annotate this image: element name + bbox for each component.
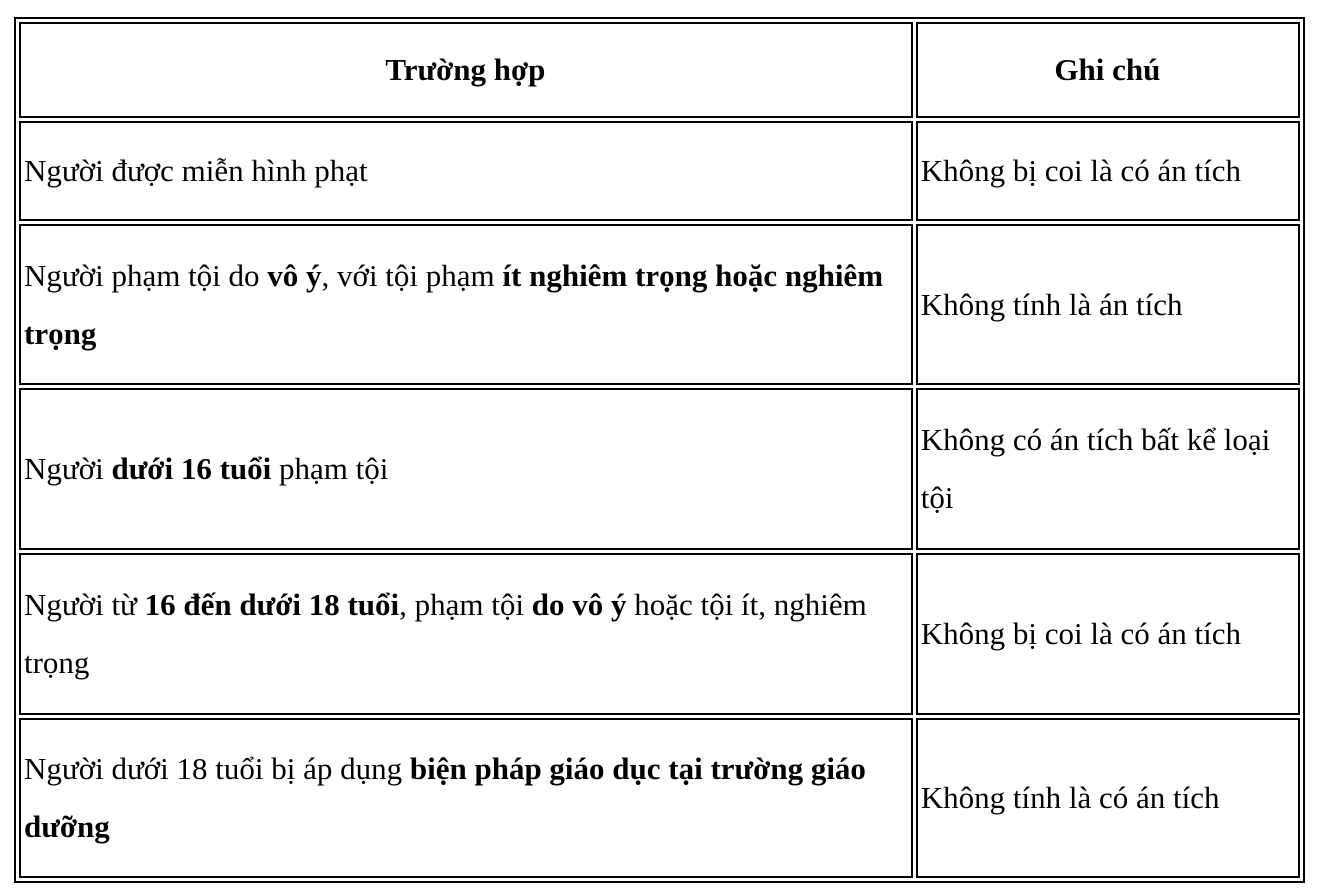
case-text: Người phạm tội do [24,257,268,293]
note-cell: Không có án tích bất kể loại tội [916,388,1300,550]
case-text: , phạm tội [399,587,532,623]
header-note: Ghi chú [916,22,1300,118]
case-text: phạm tội [271,451,389,487]
header-case: Trường hợp [19,22,913,118]
case-text: Người dưới 18 tuổi bị áp dụng [24,751,410,787]
case-cell [19,553,913,715]
case-cell [19,388,913,550]
table-header-row [19,22,1300,118]
case-text: Người [24,451,112,487]
case-cell [19,121,913,221]
table-row [19,224,1300,386]
case-text: Người từ [24,587,145,623]
note-cell: Không tính là có án tích [916,718,1300,878]
note-cell: Không bị coi là có án tích [916,553,1300,715]
note-cell: Không tính là án tích [916,224,1300,386]
case-text-bold: vô ý [267,257,322,293]
case-text: Người được miễn hình phạt [24,152,368,188]
criminal-record-table [14,17,1305,883]
case-text: , với tội phạm [321,257,503,293]
note-cell: Không bị coi là có án tích [916,121,1300,221]
case-text-bold: 16 đến dưới 18 tuổi [144,587,400,623]
table-row [19,718,1300,878]
case-text-bold: ít nghiêm trọng hoặc nghiêm trọng [24,257,884,351]
case-text-bold: dưới 16 tuổi [111,451,272,487]
case-text-bold: biện pháp giáo dục tại trường giáo dưỡng [24,751,866,845]
case-cell [19,718,913,878]
case-cell [19,224,913,386]
table-row [19,553,1300,715]
table-row [19,121,1300,221]
table-row [19,388,1300,550]
case-text: hoặc tội ít, nghiêm trọng [24,587,867,681]
case-text-bold: do vô ý [531,587,627,623]
